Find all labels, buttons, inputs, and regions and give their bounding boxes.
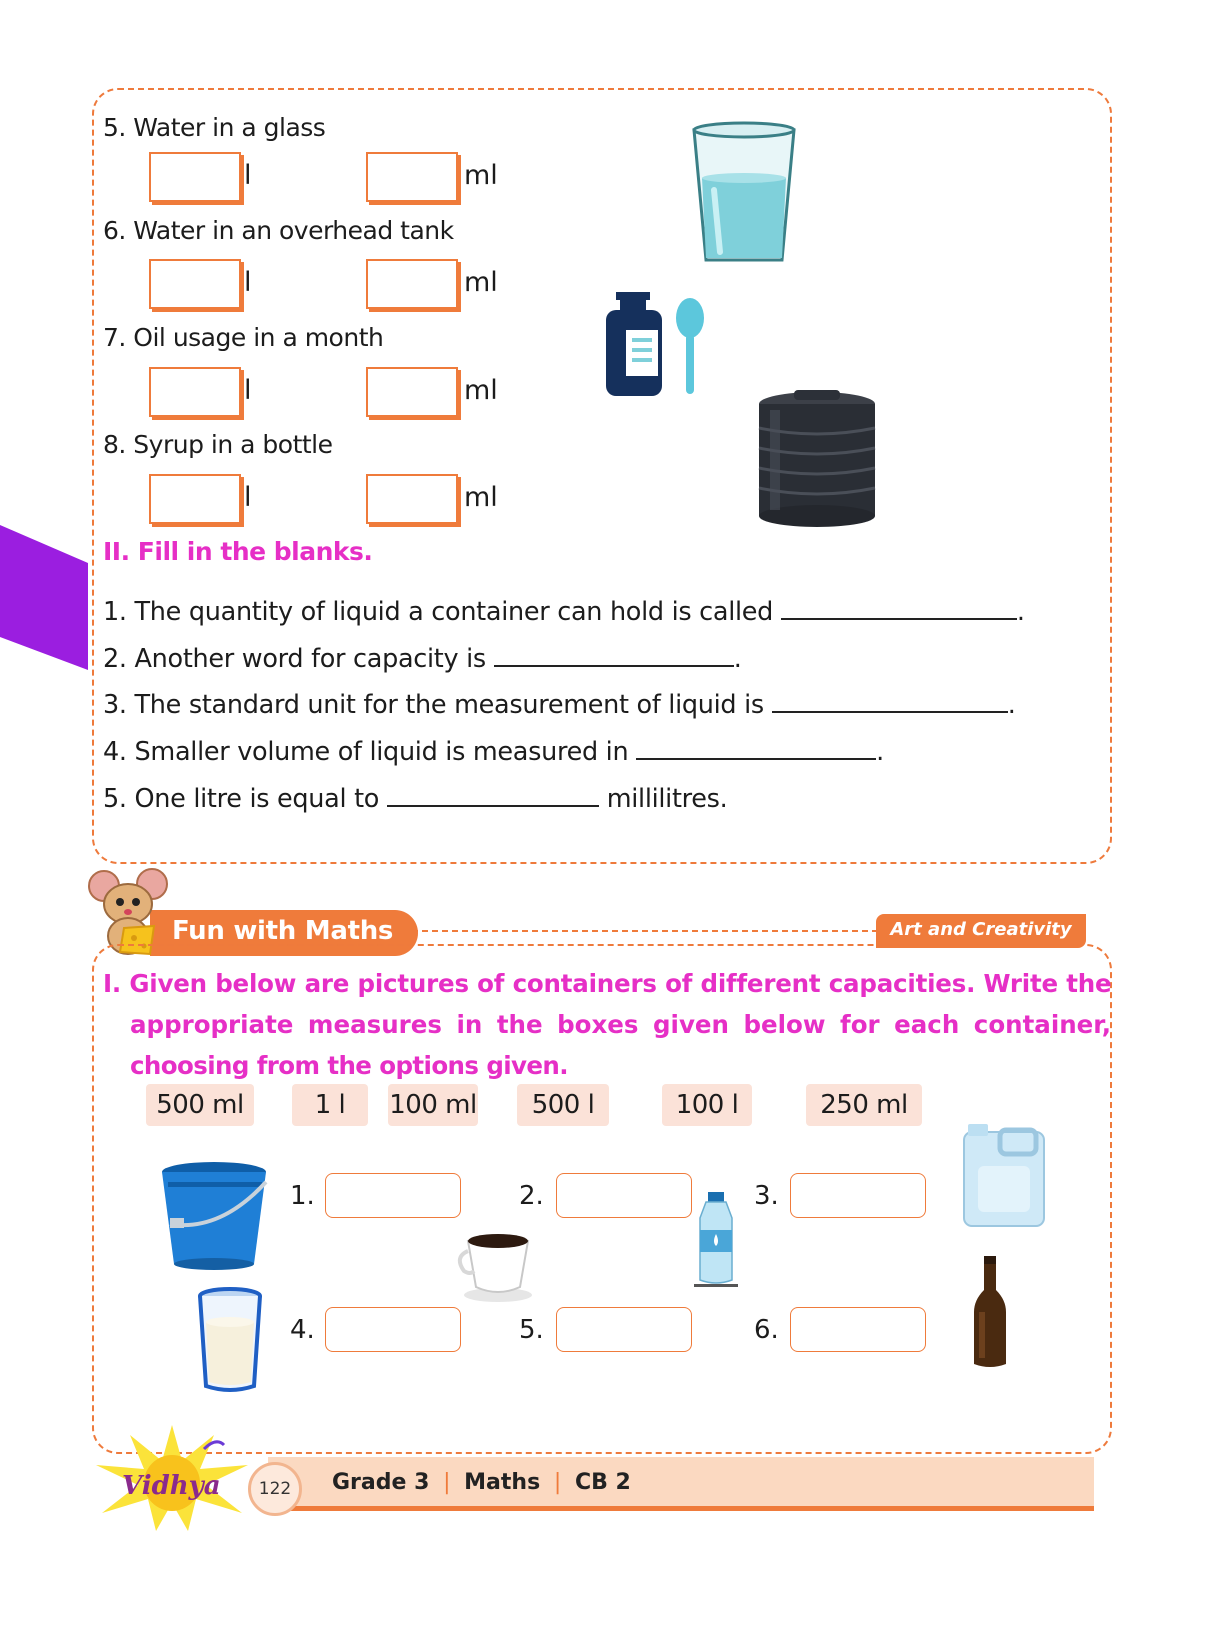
fill-blank-2-text: 2. Another word for capacity is bbox=[103, 644, 486, 674]
q7-ml-box[interactable] bbox=[366, 367, 458, 417]
q5-litre-unit: l bbox=[244, 160, 252, 191]
q6-litre-box[interactable] bbox=[149, 259, 241, 309]
q8-litre-unit: l bbox=[244, 482, 252, 513]
art-creativity-tag bbox=[876, 914, 1086, 948]
answer-box-1[interactable] bbox=[325, 1173, 461, 1218]
answer-box-3[interactable] bbox=[790, 1173, 926, 1218]
q8-litre-box[interactable] bbox=[149, 474, 241, 524]
fill-blank-2-line[interactable] bbox=[494, 664, 734, 667]
answer-box-6[interactable] bbox=[790, 1307, 926, 1352]
side-tab bbox=[0, 525, 90, 670]
fill-blank-2-end: . bbox=[733, 644, 742, 674]
footer-grade: Grade 3 bbox=[332, 1470, 430, 1495]
question-8-label: 8. Syrup in a bottle bbox=[103, 430, 333, 459]
fill-blank-5-text: 5. One litre is equal to bbox=[103, 784, 380, 814]
q5-litre-box[interactable] bbox=[149, 152, 241, 202]
fill-blank-3-end: . bbox=[1007, 690, 1016, 720]
glass-icon bbox=[690, 120, 800, 274]
syrup-bottle-spoon-icon bbox=[606, 292, 708, 402]
water-bottle-icon bbox=[692, 1192, 740, 1292]
q7-ml-unit: ml bbox=[464, 375, 498, 406]
fill-blank-5-end: millilitres. bbox=[606, 784, 728, 814]
page-number-circle bbox=[248, 1462, 302, 1516]
beer-bottle-icon bbox=[970, 1256, 1010, 1374]
fill-blank-5 bbox=[103, 784, 727, 814]
q6-ml-unit: ml bbox=[464, 267, 498, 298]
fill-blanks-heading: II. Fill in the blanks. bbox=[103, 537, 373, 566]
logo-text: Vidhya bbox=[122, 1471, 221, 1501]
question-7-label: 7. Oil usage in a month bbox=[103, 323, 384, 352]
answer-number-2: 2. bbox=[519, 1181, 544, 1211]
fill-blank-4 bbox=[103, 737, 884, 767]
q7-litre-box[interactable] bbox=[149, 367, 241, 417]
option-100ml: 100 ml bbox=[388, 1084, 478, 1126]
question-5-label: 5. Water in a glass bbox=[103, 113, 326, 142]
fill-blank-4-text: 4. Smaller volume of liquid is measured in bbox=[103, 737, 629, 767]
q8-ml-unit: ml bbox=[464, 482, 498, 513]
answer-number-5: 5. bbox=[519, 1315, 544, 1345]
answer-box-4[interactable] bbox=[325, 1307, 461, 1352]
footer-separator-1: | bbox=[443, 1470, 451, 1495]
fill-blank-4-line[interactable] bbox=[636, 757, 876, 760]
fill-blank-1-line[interactable] bbox=[781, 617, 1017, 620]
fill-blank-4-end: . bbox=[876, 737, 884, 767]
q8-ml-box[interactable] bbox=[366, 474, 458, 524]
answer-number-4: 4. bbox=[290, 1315, 315, 1345]
question-6-label: 6. Water in an overhead tank bbox=[103, 216, 454, 245]
fill-blank-2 bbox=[103, 644, 742, 674]
q6-ml-box[interactable] bbox=[366, 259, 458, 309]
answer-box-5[interactable] bbox=[556, 1307, 692, 1352]
answer-number-1: 1. bbox=[290, 1181, 315, 1211]
fill-blank-3-line[interactable] bbox=[772, 710, 1008, 713]
fill-blank-1 bbox=[103, 597, 1025, 627]
coffee-cup-icon bbox=[454, 1227, 538, 1307]
page-number: 122 bbox=[258, 1479, 292, 1499]
sun-logo-icon bbox=[92, 1425, 252, 1537]
instruction-line-1: I. Given below are pictures of containers of different capacities. Write the bbox=[103, 969, 1112, 998]
header-dashed-line bbox=[412, 930, 878, 932]
water-tank-icon bbox=[754, 390, 880, 532]
footer-subject: Maths bbox=[464, 1470, 541, 1495]
fill-blank-5-line[interactable] bbox=[387, 804, 599, 807]
jerrycan-icon bbox=[960, 1124, 1048, 1232]
instruction-line-2: appropriate measures in the boxes given below for each container, bbox=[130, 1010, 1112, 1039]
q7-litre-unit: l bbox=[244, 375, 252, 406]
tag-text: Art and Creativity bbox=[890, 919, 1072, 940]
q5-ml-box[interactable] bbox=[366, 152, 458, 202]
option-1l: 1 l bbox=[292, 1084, 368, 1126]
instruction-line-3: choosing from the options given. bbox=[130, 1051, 568, 1080]
option-500l: 500 l bbox=[517, 1084, 609, 1126]
footer-book: CB 2 bbox=[574, 1470, 631, 1495]
bucket-icon bbox=[160, 1160, 272, 1276]
fill-blank-1-end: . bbox=[1016, 597, 1025, 627]
fun-title: Fun with Maths bbox=[172, 916, 394, 946]
footer-underline bbox=[268, 1506, 1094, 1511]
option-100l: 100 l bbox=[662, 1084, 752, 1126]
answer-number-6: 6. bbox=[754, 1315, 779, 1345]
footer-separator-2: | bbox=[553, 1470, 562, 1495]
answer-box-2[interactable] bbox=[556, 1173, 692, 1218]
footer-info bbox=[332, 1470, 631, 1495]
milk-glass-icon bbox=[196, 1286, 264, 1398]
fill-blank-3-text: 3. The standard unit for the measurement of liquid is bbox=[103, 690, 764, 720]
fill-blank-1-text: 1. The quantity of liquid a container can hold is called bbox=[103, 597, 774, 627]
q6-litre-unit: l bbox=[244, 267, 252, 298]
option-250ml: 250 ml bbox=[806, 1084, 922, 1126]
answer-number-3: 3. bbox=[754, 1181, 779, 1211]
option-500ml: 500 ml bbox=[146, 1084, 254, 1126]
q5-ml-unit: ml bbox=[464, 160, 498, 191]
fill-blank-3 bbox=[103, 690, 1016, 720]
